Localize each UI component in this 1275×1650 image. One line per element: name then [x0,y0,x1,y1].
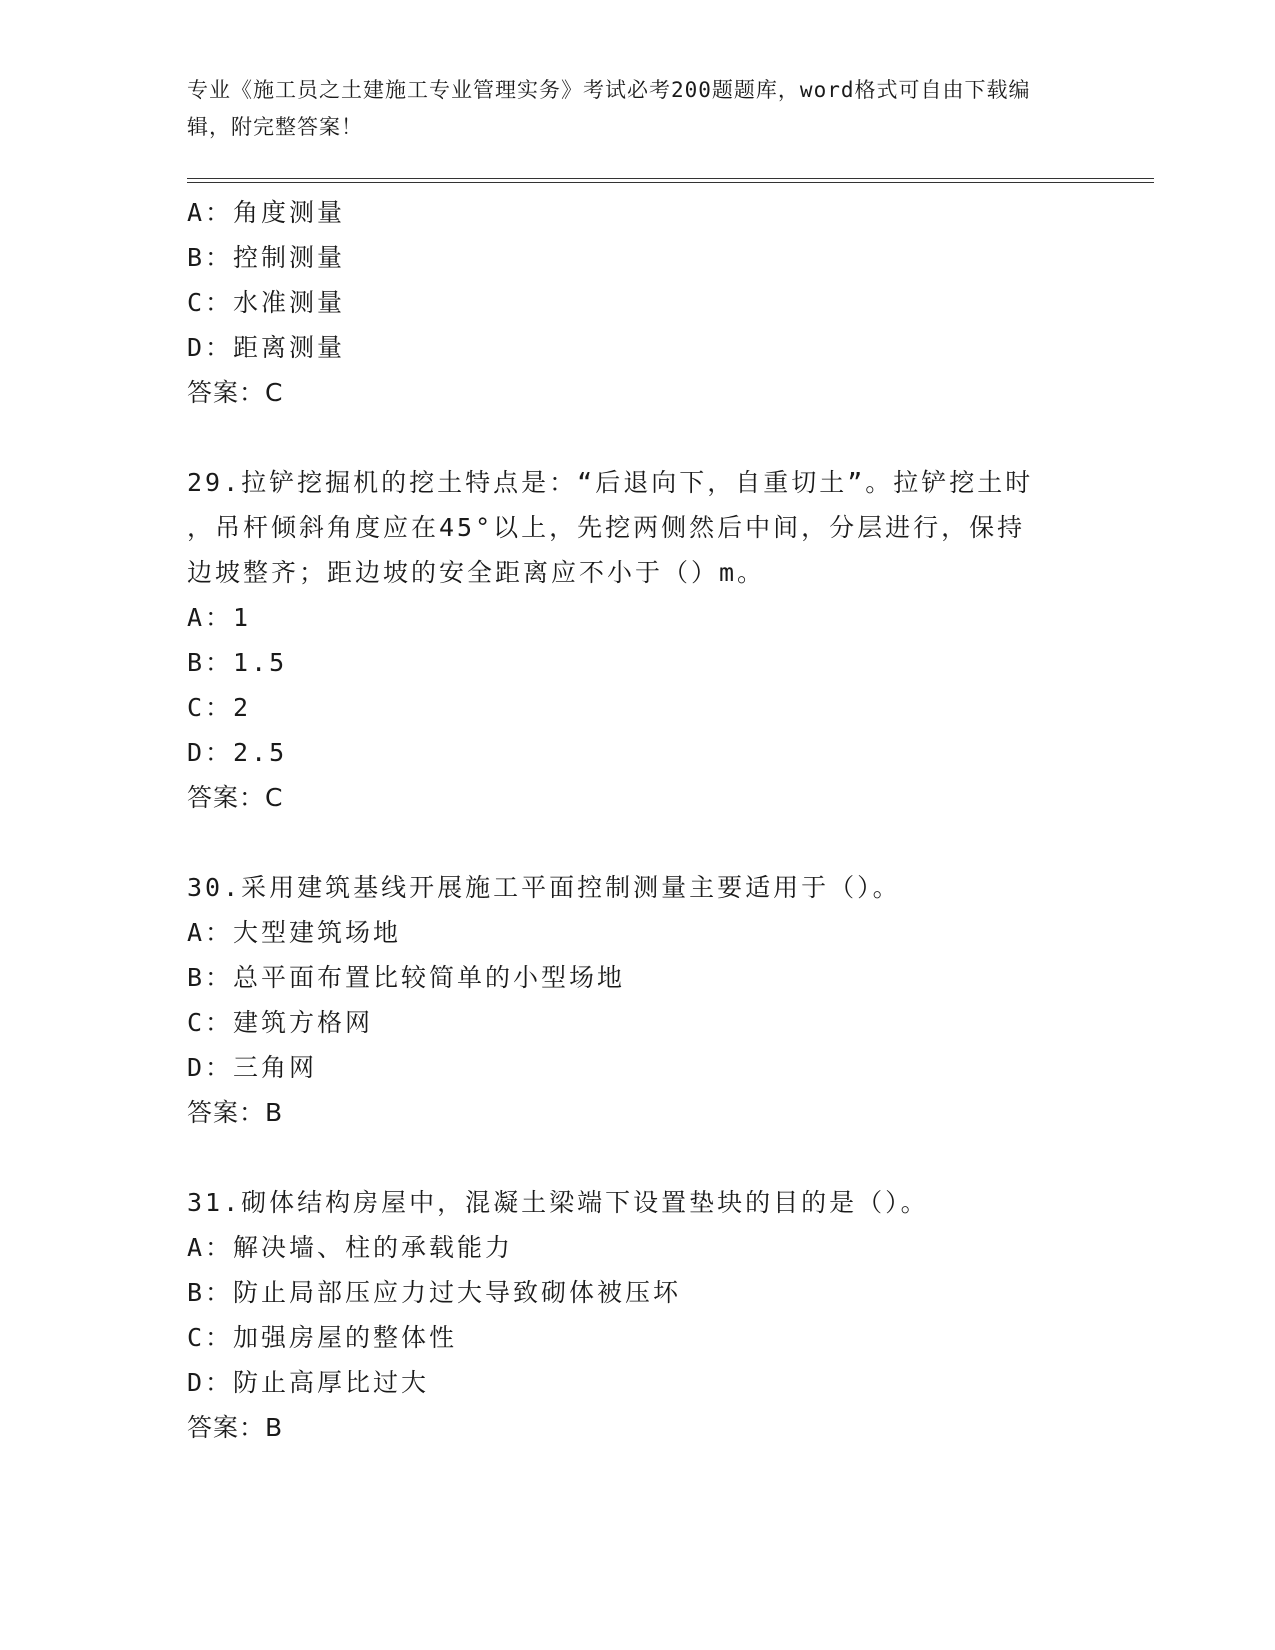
option-b: B：防止局部压应力过大导致砌体被压坏 [187,1278,682,1307]
option-d: D：2.5 [187,738,288,767]
question-list [187,190,1087,1450]
option-d: D：三角网 [187,1053,318,1082]
option-b: B：1.5 [187,648,288,677]
header-divider-bottom [187,182,1154,183]
option-d: D：防止高厚比过大 [187,1368,430,1397]
question-stem-line: 30.采用建筑基线开展施工平面控制测量主要适用于（）。 [187,873,901,902]
option-b: B：控制测量 [187,243,346,272]
answer: 答案：B [187,1413,284,1442]
option-c: C：水准测量 [187,288,346,317]
question-stem-line: 29.拉铲挖掘机的挖土特点是：“后退向下，自重切土”。拉铲挖土时 [187,468,1034,497]
option-a: A：角度测量 [187,198,346,227]
option-a: A：大型建筑场地 [187,918,402,947]
option-c: C：加强房屋的整体性 [187,1323,458,1352]
question-stem-line: ，吊杆倾斜角度应在45°以上，先挖两侧然后中间，分层进行，保持 [187,513,1026,542]
question-block-29 [187,460,1087,820]
question-block-28 [187,190,1087,415]
question-block-31 [187,1180,1087,1450]
question-stem-line: 31.砌体结构房屋中，混凝土梁端下设置垫块的目的是（）。 [187,1188,929,1217]
question-block-30 [187,865,1087,1135]
header-divider-top [187,178,1154,179]
answer: 答案：B [187,1098,284,1127]
answer: 答案：C [187,378,284,407]
option-b: B：总平面布置比较简单的小型场地 [187,963,626,992]
option-d: D：距离测量 [187,333,346,362]
document-header: 专业《施工员之土建施工专业管理实务》考试必考200题题库，word格式可自由下载编辑，附完整答案！ [187,78,1031,139]
option-c: C：2 [187,693,252,722]
question-stem-line: 边坡整齐；距边坡的安全距离应不小于（）m。 [187,558,766,587]
answer: 答案：C [187,783,284,812]
option-c: C：建筑方格网 [187,1008,374,1037]
option-a: A：1 [187,603,252,632]
option-a: A：解决墙、柱的承载能力 [187,1233,514,1262]
